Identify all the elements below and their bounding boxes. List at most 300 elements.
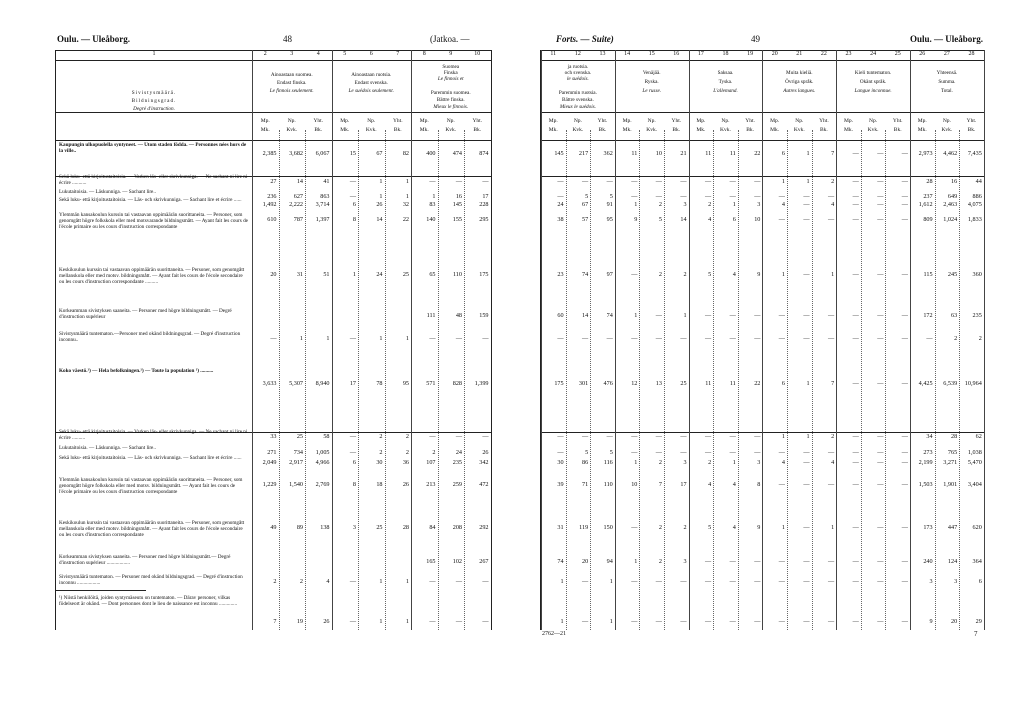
table-cell: 95	[606, 216, 613, 223]
table-cell: 1	[405, 193, 409, 200]
table-cell: 29	[975, 618, 982, 625]
table-cell: 65	[429, 271, 436, 278]
column-number: 22	[820, 51, 827, 57]
table-cell: 271	[267, 449, 277, 456]
table-cell: —	[828, 216, 835, 223]
table-cell: 6	[978, 578, 982, 585]
table-cell: 2,199	[918, 459, 933, 466]
table-cell: 474	[452, 150, 462, 157]
table-cell: 235	[972, 312, 982, 319]
table-cell: —	[877, 481, 884, 488]
table-cell: —	[705, 433, 712, 440]
table-cell: 4,075	[967, 201, 982, 208]
table-cell: —	[582, 578, 589, 585]
table-cell: —	[901, 481, 908, 488]
column-number: 21	[796, 51, 803, 57]
table-cell: —	[729, 312, 736, 319]
table-cell: 28	[926, 178, 933, 185]
table-cell: —	[852, 193, 859, 200]
column-number: 27	[943, 51, 950, 57]
sub-heading: Np.	[795, 118, 804, 124]
sub-heading: Mp.	[340, 118, 350, 124]
table-cell: 97	[606, 271, 613, 278]
table-cell: 3,682	[289, 150, 303, 157]
group-heading: Autres langues.	[783, 88, 816, 94]
table-cell: —	[705, 449, 712, 456]
table-cell: 228	[479, 201, 489, 208]
table-cell: —	[852, 150, 859, 157]
table-cell: 3	[683, 201, 687, 208]
table-cell: —	[778, 312, 785, 319]
table-cell: —	[631, 524, 638, 531]
table-cell: 17	[482, 193, 489, 200]
table-cell: 2,385	[262, 150, 277, 157]
table-cell: —	[729, 193, 736, 200]
table-cell: 25	[402, 271, 409, 278]
table-cell: 28	[402, 524, 409, 531]
table-cell: —	[852, 481, 859, 488]
table-cell: 10	[631, 481, 638, 488]
table-cell: 30	[376, 459, 383, 466]
group-heading: L'allemand.	[713, 88, 738, 94]
column-number: 6	[369, 51, 373, 57]
table-cell: 3	[352, 524, 356, 531]
table-cell: 107	[426, 459, 436, 466]
table-cell: —	[901, 558, 908, 565]
table-cell: —	[877, 459, 884, 466]
table-cell: 102	[452, 558, 462, 565]
group-heading: Mieux le suédois.	[559, 104, 596, 110]
table-cell: 9	[634, 216, 638, 223]
table-cell: —	[803, 481, 810, 488]
sub-heading: Mk.	[843, 127, 853, 133]
sub-heading: Yht.	[671, 118, 682, 124]
table-cell: 4,462	[943, 150, 958, 157]
row-label: Keskikoulun kurssin tai vastaavan oppimäärän suorittaneita. — Personer, som genomgått mellanskola eller med motsv. bildningsmått. — Ayant fait les cours de l'école secondaire ou les cours d'instruction correspondante	[59, 520, 245, 539]
table-cell: 6	[352, 459, 356, 466]
row-label: Ylemmän kansakoulun kurssin tai vastaavan oppimäärän suorittaneita. — Personer, som genomgått högre folkskola eller med motsv. bildningsmått. — Ayant fait les cours de l'école primaire ou les cours d'instruction correspondante	[59, 477, 243, 496]
table-cell: —	[705, 618, 712, 625]
table-cell: 48	[455, 312, 462, 319]
table-cell: 13	[655, 380, 662, 387]
stub-heading: Degré d'instruction.	[133, 106, 175, 112]
table-cell: 6	[781, 150, 785, 157]
table-cell: —	[729, 335, 736, 342]
column-number: 5	[343, 51, 347, 57]
table-cell: 110	[452, 271, 462, 278]
table-cell: 119	[579, 524, 589, 531]
table-cell: 91	[606, 201, 613, 208]
sub-heading: Yht.	[472, 118, 483, 124]
table-cell: 1,024	[943, 216, 958, 223]
table-cell: 111	[426, 312, 436, 319]
group-heading: Le finnois seulement.	[269, 88, 314, 94]
table-cell: 1	[634, 459, 638, 466]
table-cell: —	[582, 433, 589, 440]
table-cell: 1	[405, 618, 409, 625]
section-title: Kaupungin ulkopuolella syntyneet. — Utom staden födda. — Personnes nées hors de la ville..	[59, 142, 247, 155]
table-cell: —	[778, 481, 785, 488]
table-cell: —	[455, 578, 462, 585]
table-cell: —	[631, 178, 638, 185]
table-cell: —	[901, 618, 908, 625]
sub-heading: Bk.	[393, 127, 402, 133]
table-cell: 235	[452, 459, 462, 466]
table-cell: 7	[658, 481, 662, 488]
table-cell: 342	[479, 459, 489, 466]
table-cell: —	[455, 335, 462, 342]
table-cell: 67	[582, 201, 589, 208]
table-cell: —	[778, 216, 785, 223]
table-cell: 4	[781, 459, 785, 466]
table-cell: —	[270, 335, 277, 342]
table-cell: 14	[582, 312, 589, 319]
table-cell: 734	[293, 449, 303, 456]
sub-heading: Kvk.	[572, 127, 584, 133]
table-cell: 9	[929, 618, 933, 625]
table-cell: —	[778, 335, 785, 342]
sub-heading: Kvk.	[445, 127, 457, 133]
table-cell: —	[901, 201, 908, 208]
table-cell: —	[901, 216, 908, 223]
rule-line	[56, 60, 491, 61]
table-cell: —	[877, 216, 884, 223]
table-cell: 476	[603, 380, 613, 387]
sub-heading: Bk.	[672, 127, 681, 133]
column-number: 4	[316, 51, 320, 57]
table-cell: 3,271	[943, 459, 958, 466]
table-cell: 620	[972, 524, 982, 531]
table-cell: 360	[972, 271, 982, 278]
table-cell: —	[606, 178, 613, 185]
sub-heading: Mp.	[843, 118, 853, 124]
table-cell: —	[754, 618, 761, 625]
row-label: Keskikoulun kurssin tai vastaavan oppimäärän suorittaneita. — Personer, som genomgått mellanskola eller med motsv. bildningsmått. — Ayant fait les cours de l'école secondaire ou les cours d'instruction correspondante ..........	[59, 267, 245, 286]
row-label: Korkeamman sivistyksen saaneita. — Personer med högre bildningsmått.— Degré d'instruction supérieur ..................	[59, 554, 231, 567]
table-cell: 3	[929, 578, 933, 585]
table-cell: 2	[658, 459, 662, 466]
table-cell: 44	[975, 178, 982, 185]
table-cell: 60	[557, 312, 564, 319]
printer-mark: 2762—21	[542, 631, 566, 637]
right-header-continued: Forts. — Suite)	[556, 34, 614, 44]
table-cell: 20	[951, 618, 958, 625]
table-cell: 26	[376, 201, 383, 208]
table-cell: 18	[376, 481, 383, 488]
table-cell: 1	[634, 312, 638, 319]
sub-heading: Mk.	[260, 127, 270, 133]
table-cell: 38	[557, 216, 564, 223]
table-cell: 26	[402, 481, 409, 488]
table-cell: —	[852, 216, 859, 223]
table-cell: —	[803, 312, 810, 319]
table-cell: —	[803, 618, 810, 625]
row-label: Sekä luku- että kirjoitustaitoisia. — Läs- och skrivkunniga. — Sachant lire et écrire ......	[59, 197, 242, 203]
table-cell: 4	[708, 481, 712, 488]
stub-heading: Sivistysmäärä.	[131, 90, 177, 96]
sub-heading: Mk.	[917, 127, 927, 133]
group-heading: Total.	[940, 88, 953, 94]
table-cell: 571	[426, 380, 436, 387]
table-cell: 1,399	[474, 380, 489, 387]
table-cell: 24	[376, 271, 383, 278]
sub-heading: Kvk.	[793, 127, 805, 133]
group-heading: Endast finska.	[277, 80, 307, 86]
table-cell: 32	[402, 201, 409, 208]
table-cell: 21	[680, 150, 687, 157]
table-cell: 1	[781, 524, 785, 531]
table-cell: 1	[781, 178, 785, 185]
table-cell: —	[852, 618, 859, 625]
table-cell: 34	[926, 433, 933, 440]
table-cell: —	[705, 178, 712, 185]
group-heading: och svenska.	[564, 70, 592, 76]
table-cell: 14	[680, 216, 687, 223]
table-cell: 1	[806, 178, 810, 185]
table-cell: —	[852, 380, 859, 387]
table-cell: —	[582, 178, 589, 185]
table-cell: 1	[326, 335, 330, 342]
table-cell: —	[606, 433, 613, 440]
table-cell: 828	[452, 380, 462, 387]
table-cell: 240	[923, 558, 933, 565]
column-number: 16	[673, 51, 680, 57]
table-cell: 1	[405, 578, 409, 585]
table-cell: 11	[705, 380, 712, 387]
table-cell: 24	[557, 201, 564, 208]
table-cell: 4	[831, 201, 835, 208]
table-cell: 1	[781, 271, 785, 278]
table-cell: —	[877, 335, 884, 342]
table-cell: 364	[972, 558, 982, 565]
sub-heading: Mk.	[770, 127, 780, 133]
table-cell: 863	[320, 193, 330, 200]
table-cell: 24	[455, 449, 462, 456]
table-cell: 5	[585, 193, 589, 200]
table-cell: 6	[352, 201, 356, 208]
table-cell: —	[349, 178, 356, 185]
sub-heading: Mp.	[548, 118, 558, 124]
table-cell: —	[680, 178, 687, 185]
table-cell: 6	[781, 380, 785, 387]
table-cell: —	[901, 449, 908, 456]
sub-heading: Mp.	[260, 118, 270, 124]
table-cell: 39	[557, 481, 564, 488]
table-cell: 8	[352, 481, 356, 488]
table-cell: —	[582, 618, 589, 625]
table-cell: —	[754, 312, 761, 319]
table-cell: 22	[754, 150, 761, 157]
group-heading: Okänt språk.	[859, 79, 887, 85]
column-number: 24	[870, 51, 877, 57]
table-cell: 4,966	[315, 459, 330, 466]
table-cell: 2	[658, 201, 662, 208]
table-cell: 4	[732, 271, 736, 278]
group-heading: Finska	[443, 70, 458, 76]
table-cell: —	[877, 433, 884, 440]
table-cell: 25	[680, 380, 687, 387]
table-cell: 8	[757, 481, 761, 488]
table-cell: 1	[405, 335, 409, 342]
group-heading: Ryska.	[644, 79, 659, 85]
table-cell: 3	[757, 201, 761, 208]
column-number: 10	[474, 51, 481, 57]
left-header-continued: (Jatkoa. —	[430, 34, 470, 44]
table-cell: 217	[578, 150, 589, 157]
table-cell: 2	[708, 201, 712, 208]
table-cell: 1	[299, 335, 303, 342]
table-cell: 610	[267, 216, 277, 223]
sub-heading: Np.	[287, 118, 296, 124]
table-cell: —	[754, 178, 761, 185]
table-cell: —	[349, 618, 356, 625]
group-heading: Paremmin ruotsia.	[558, 90, 597, 96]
table-cell: 874	[479, 150, 489, 157]
table-cell: 2	[658, 524, 662, 531]
table-cell: 1	[806, 380, 810, 387]
table-cell: —	[557, 178, 564, 185]
table-cell: 4,425	[918, 380, 933, 387]
table-cell: 292	[479, 524, 489, 531]
group-heading: Venäjää.	[642, 70, 661, 76]
table-cell: 809	[923, 216, 933, 223]
table-cell: 3	[954, 578, 958, 585]
table-cell: 1	[379, 618, 383, 625]
section-title: Koko väestö.¹) — Hela befolkningen.¹) — Toute la population ¹) ..........	[59, 368, 214, 374]
sub-heading: Np.	[446, 118, 455, 124]
table-cell: 2,973	[918, 150, 933, 157]
table-cell: —	[852, 271, 859, 278]
table-cell: 7	[831, 380, 835, 387]
table-cell: —	[754, 335, 761, 342]
table-cell: 115	[923, 271, 933, 278]
table-cell: 1	[781, 433, 785, 440]
table-cell: —	[803, 459, 810, 466]
table-cell: 124	[947, 558, 958, 565]
table-cell: 36	[402, 459, 409, 466]
group-heading: ja ruotsia.	[567, 64, 589, 70]
table-cell: 57	[582, 216, 589, 223]
table-cell: 145	[554, 150, 564, 157]
table-cell: 1,038	[967, 449, 982, 456]
table-cell: —	[828, 558, 835, 565]
table-cell: 1	[379, 193, 383, 200]
column-rule	[984, 50, 985, 630]
table-cell: 140	[426, 216, 436, 223]
row-label: Sekä luku- että kirjoitustaitoisia. — Läs- och skrivkunniga. — Sachant lire et écrire ......	[59, 455, 242, 461]
table-cell: 8	[352, 216, 356, 223]
right-table	[540, 50, 985, 630]
table-cell: 362	[603, 150, 613, 157]
table-cell: —	[429, 178, 436, 185]
table-cell: —	[754, 578, 761, 585]
table-cell: —	[729, 449, 736, 456]
table-cell: 2	[954, 335, 958, 342]
table-cell: —	[680, 578, 687, 585]
table-cell: 67	[376, 150, 383, 157]
column-number: 2	[263, 51, 267, 57]
column-number: 28	[968, 51, 975, 57]
table-cell: —	[828, 312, 835, 319]
table-cell: 2,769	[315, 481, 330, 488]
column-number: 20	[771, 51, 778, 57]
table-cell: 63	[951, 312, 958, 319]
table-cell: 2,222	[289, 201, 303, 208]
group-heading: Suomea	[442, 64, 460, 70]
row-label: Ylemmän kansakoulun kurssin tai vastaavan oppimäärän suorittaneita. — Personer, som genomgått högre folkskola eller med motsvarande bildningsmått. — Ayant fait les cours de l'école primaire ou les cours d'instruction correspondante	[59, 212, 248, 231]
table-cell: —	[852, 201, 859, 208]
sub-heading: Np.	[869, 118, 878, 124]
table-cell: —	[705, 312, 712, 319]
sub-heading: Yht.	[313, 118, 324, 124]
group-heading: Endast svenska.	[354, 80, 388, 86]
table-cell: 5	[609, 449, 613, 456]
rule-line	[56, 140, 491, 141]
column-number: 8	[422, 51, 426, 57]
table-cell: 84	[429, 524, 436, 531]
table-cell: —	[631, 193, 638, 200]
table-cell: 17	[680, 481, 687, 488]
rule-line	[56, 590, 146, 591]
left-header-place: Oulu. — Uleåborg.	[57, 34, 131, 44]
table-cell: —	[901, 459, 908, 466]
table-cell: —	[349, 433, 356, 440]
table-cell: 1	[379, 578, 383, 585]
row-label: Lukutaitoisia. — Läskunniga. — Sachant lire..	[59, 445, 156, 451]
table-cell: 1	[352, 271, 356, 278]
group-heading: Tyska.	[718, 79, 733, 85]
column-number: 15	[648, 51, 655, 57]
table-cell: 25	[296, 433, 303, 440]
column-number: 19	[747, 51, 754, 57]
table-cell: —	[655, 449, 662, 456]
row-label: Sivistysmäärä tuntematon. — Personer med okänd bildningsgrad. — Degré d'instruction inconnu ..................	[59, 574, 243, 587]
table-cell: —	[482, 433, 489, 440]
table-cell: 86	[582, 459, 589, 466]
table-cell: —	[901, 271, 908, 278]
table-cell: 649	[947, 193, 958, 200]
table-cell: 173	[923, 524, 933, 531]
table-cell: 71	[582, 481, 589, 488]
table-cell: —	[455, 433, 462, 440]
table-cell: —	[803, 449, 810, 456]
table-cell: 2,463	[943, 201, 958, 208]
left-page-number: 48	[283, 34, 292, 44]
table-cell: —	[803, 201, 810, 208]
table-cell: 2	[683, 524, 687, 531]
table-cell: —	[349, 578, 356, 585]
column-number: 25	[894, 51, 901, 57]
table-cell: 2	[273, 578, 277, 585]
column-number: 17	[697, 51, 704, 57]
sub-heading: Yht.	[966, 118, 977, 124]
sub-heading: Bk.	[746, 127, 754, 133]
table-cell: 41	[323, 178, 330, 185]
sub-heading: Mk.	[696, 127, 706, 133]
table-cell: 94	[606, 558, 613, 565]
table-cell: —	[828, 481, 835, 488]
table-cell: —	[852, 178, 859, 185]
table-cell: 2	[831, 433, 835, 440]
column-number: 18	[722, 51, 729, 57]
table-cell: 22	[402, 216, 409, 223]
table-cell: 15	[349, 150, 356, 157]
table-cell: —	[803, 193, 810, 200]
table-cell: 1,612	[918, 201, 933, 208]
table-cell: —	[877, 201, 884, 208]
table-cell: 1,833	[967, 216, 982, 223]
table-cell: 7	[831, 150, 835, 157]
